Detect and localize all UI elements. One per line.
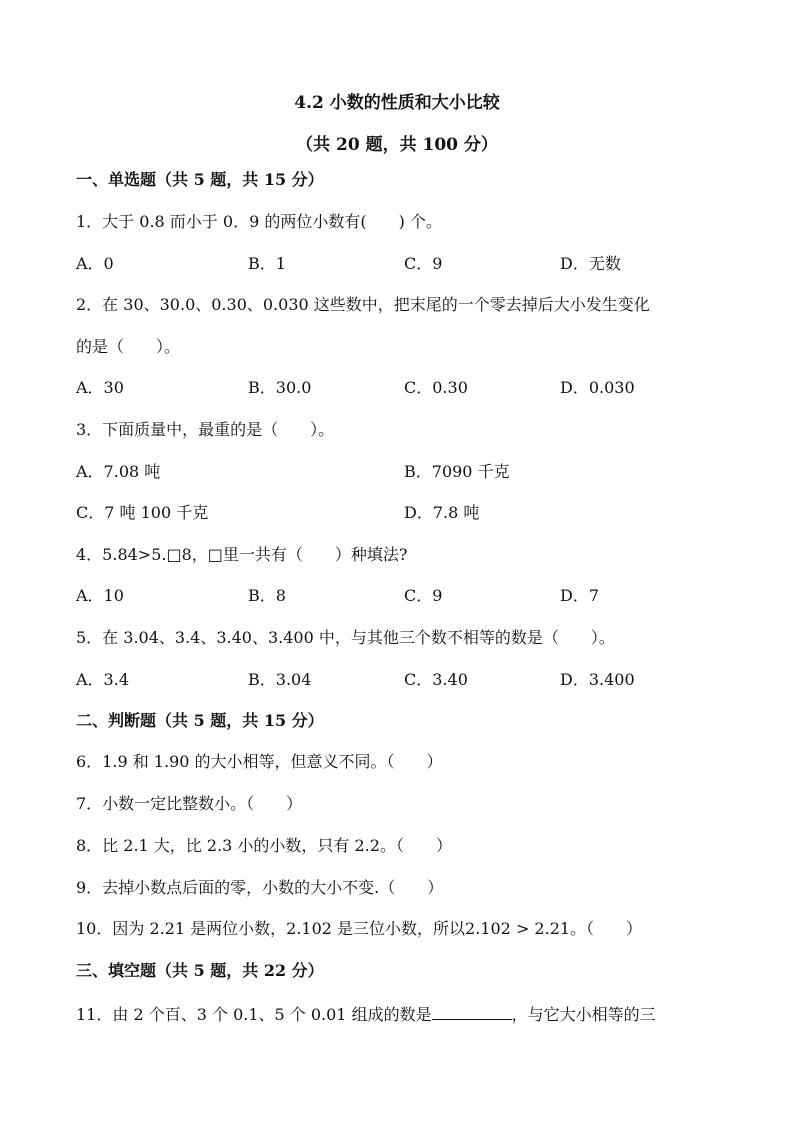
question-4-option-a: A．10 <box>76 586 124 605</box>
section-heading-single-choice: 一、单选题（共 5 题，共 15 分） <box>76 170 324 189</box>
question-1-option-d: D．无数 <box>560 254 621 273</box>
question-11-text-before: 11．由 2 个百、3 个 0.1、5 个 0.01 组成的数是 <box>76 1005 432 1024</box>
question-3-option-c: C．7 吨 100 千克 <box>76 503 209 522</box>
question-2-option-c: C．0.30 <box>404 378 468 397</box>
question-5-option-b: B．3.04 <box>248 670 312 689</box>
question-9: 9．去掉小数点后面的零，小数的大小不变.（ ） <box>76 878 444 897</box>
question-1-option-a: A．0 <box>76 254 114 273</box>
question-2: 2．在 30、30.0、0.30、0.030 这些数中，把末尾的一个零去掉后大小发生变化 <box>76 295 650 314</box>
question-10: 10．因为 2.21 是两位小数，2.102 是三位小数，所以2.102 > 2.21。（ ） <box>76 919 643 938</box>
question-5-option-a: A．3.4 <box>76 670 130 689</box>
question-6: 6．1.9 和 1.90 的大小相等，但意义不同。（ ） <box>76 752 443 771</box>
question-5-option-c: C．3.40 <box>404 670 468 689</box>
question-3-option-d: D．7.8 吨 <box>404 503 480 522</box>
question-3-option-a: A．7.08 吨 <box>76 462 161 481</box>
question-1-option-c: C．9 <box>404 254 443 273</box>
question-2-option-d: D．0.030 <box>560 378 635 397</box>
question-11-text-after: ，与它大小相等的三 <box>511 1005 656 1024</box>
answer-blank[interactable] <box>432 1003 512 1020</box>
question-4-option-d: D．7 <box>560 586 600 605</box>
question-5-option-d: D．3.400 <box>560 670 635 689</box>
question-7: 7．小数一定比整数小。（ ） <box>76 794 303 813</box>
question-4: 4．5.84>5.□8，□里一共有（ ）种填法? <box>76 545 408 564</box>
question-8: 8．比 2.1 大，比 2.3 小的小数，只有 2.2。（ ） <box>76 836 452 855</box>
question-1-option-b: B．1 <box>248 254 286 273</box>
question-3: 3．下面质量中，最重的是（ ）。 <box>76 420 335 439</box>
question-11 <box>76 1003 656 1025</box>
question-3-option-b: B．7090 千克 <box>404 462 510 481</box>
question-2-option-b: B．30.0 <box>248 378 312 397</box>
section-heading-fill-blank: 三、填空题（共 5 题，共 22 分） <box>76 961 324 980</box>
page-subtitle: （共 20 题，共 100 分） <box>296 135 498 155</box>
question-4-option-c: C．9 <box>404 586 443 605</box>
question-4-option-b: B．8 <box>248 586 286 605</box>
question-1: 1．大于 0.8 而小于 0．9 的两位小数有( ) 个。 <box>76 212 442 231</box>
question-2-option-a: A．30 <box>76 378 124 397</box>
question-2-continued: 的是（ ）。 <box>76 337 181 356</box>
question-5: 5．在 3.04、3.4、3.40、3.400 中，与其他三个数不相等的数是（ ）。 <box>76 628 615 647</box>
page-title: 4.2 小数的性质和大小比较 <box>294 93 500 113</box>
section-heading-true-false: 二、判断题（共 5 题，共 15 分） <box>76 711 324 730</box>
